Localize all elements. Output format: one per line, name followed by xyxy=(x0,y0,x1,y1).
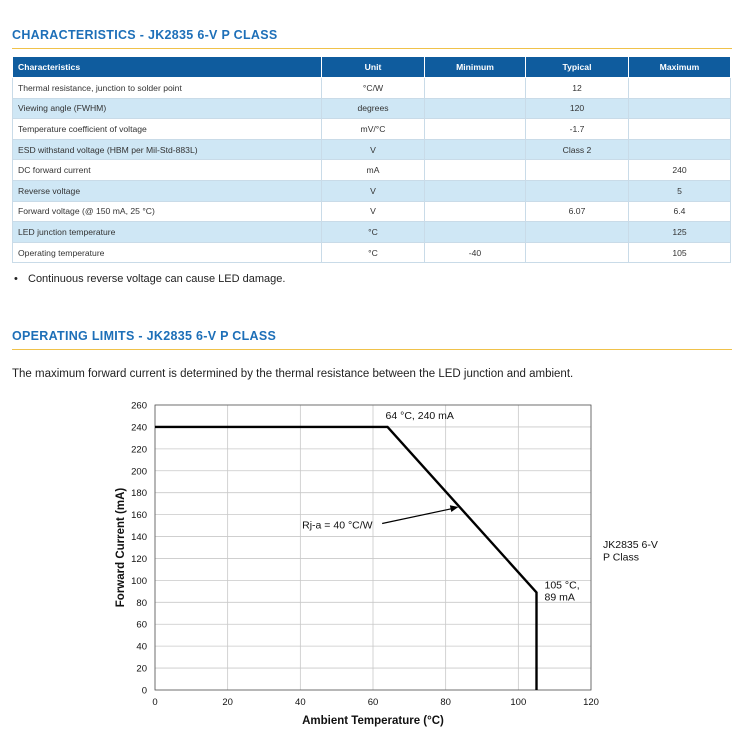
header-minimum: Minimum xyxy=(425,57,526,78)
cell-minimum xyxy=(425,119,526,140)
y-axis-title: Forward Current (mA) xyxy=(115,487,127,608)
y-tick-label: 160 xyxy=(131,510,147,522)
characteristics-header-row xyxy=(13,57,731,78)
cell-typical: -1.7 xyxy=(526,119,629,140)
y-tick-label: 220 xyxy=(131,444,147,456)
table-row xyxy=(13,180,731,201)
cell-maximum xyxy=(629,98,731,119)
cell-typical: 6.07 xyxy=(526,201,629,222)
cell-unit: °C xyxy=(322,222,425,243)
header-typical: Typical xyxy=(526,57,629,78)
note-row xyxy=(14,273,285,285)
cell-characteristic: LED junction temperature xyxy=(13,222,322,243)
cell-unit: V xyxy=(322,180,425,201)
y-tick-label: 120 xyxy=(131,553,147,565)
cell-maximum: 6.4 xyxy=(629,201,731,222)
characteristics-body xyxy=(13,78,731,263)
cell-maximum: 5 xyxy=(629,180,731,201)
characteristics-table xyxy=(12,56,731,263)
y-tick-label: 140 xyxy=(131,532,147,544)
chart-annotations xyxy=(302,410,579,604)
annotation-arrow-shaft xyxy=(382,508,455,524)
characteristics-title-rule xyxy=(12,48,732,49)
chart-grid xyxy=(155,405,591,690)
cell-typical xyxy=(526,242,629,263)
cell-typical: 12 xyxy=(526,78,629,99)
table-row xyxy=(13,98,731,119)
cell-unit: V xyxy=(322,139,425,160)
operating-limits-intro: The maximum forward current is determined by the thermal resistance between the LED junction and ambient. xyxy=(12,368,574,380)
y-tick-label: 180 xyxy=(131,488,147,500)
cell-characteristic: Temperature coefficient of voltage xyxy=(13,119,322,140)
cell-maximum xyxy=(629,119,731,140)
cell-maximum xyxy=(629,139,731,160)
header-characteristics: Characteristics xyxy=(13,57,322,78)
cell-unit: mV/°C xyxy=(322,119,425,140)
cell-characteristic: Operating temperature xyxy=(13,242,322,263)
cell-maximum: 105 xyxy=(629,242,731,263)
x-tick-label: 20 xyxy=(222,697,233,708)
cell-minimum xyxy=(425,139,526,160)
cell-typical xyxy=(526,160,629,181)
table-row xyxy=(13,160,731,181)
cell-characteristic: Reverse voltage xyxy=(13,180,322,201)
x-tick-label: 40 xyxy=(295,697,306,708)
cell-minimum xyxy=(425,98,526,119)
y-tick-label: 20 xyxy=(136,663,147,675)
x-tick-label: 100 xyxy=(510,697,527,708)
legend-series-label: JK2835 6-V xyxy=(603,539,658,551)
table-row xyxy=(13,139,731,160)
y-tick-label: 80 xyxy=(136,597,147,609)
annotation-thermal-resistance: Rj-a = 40 °C/W xyxy=(302,519,373,532)
note-bullet: • xyxy=(14,273,18,285)
annotation-knee-label: 64 °C, 240 mA xyxy=(385,409,454,422)
cell-unit: °C xyxy=(322,242,425,263)
annotation-cutoff-temp: 105 °C, xyxy=(544,579,580,592)
cell-characteristic: Forward voltage (@ 150 mA, 25 °C) xyxy=(13,201,322,222)
table-row xyxy=(13,119,731,140)
legend-series-label: P Class xyxy=(603,551,639,564)
x-tick-label: 120 xyxy=(583,697,599,708)
annotation-arrow-head xyxy=(450,505,459,512)
cell-minimum: -40 xyxy=(425,242,526,263)
cell-minimum xyxy=(425,222,526,243)
cell-typical xyxy=(526,180,629,201)
cell-unit: mA xyxy=(322,160,425,181)
cell-minimum xyxy=(425,160,526,181)
cell-maximum: 125 xyxy=(629,222,731,243)
cell-unit: °C/W xyxy=(322,78,425,99)
cell-minimum xyxy=(425,180,526,201)
x-axis-title: Ambient Temperature (°C) xyxy=(302,715,444,727)
x-tick-label: 0 xyxy=(152,697,158,708)
y-tick-label: 200 xyxy=(131,466,147,478)
y-tick-label: 100 xyxy=(131,575,147,587)
header-unit: Unit xyxy=(322,57,425,78)
chart-ticks xyxy=(131,401,599,709)
table-row xyxy=(13,78,731,99)
cell-minimum xyxy=(425,78,526,99)
note-text: Continuous reverse voltage can cause LED damage. xyxy=(28,273,286,285)
cell-typical: Class 2 xyxy=(526,139,629,160)
cell-maximum xyxy=(629,78,731,99)
operating-limits-title-rule xyxy=(12,349,732,350)
y-tick-label: 240 xyxy=(131,422,147,434)
derating-chart xyxy=(0,390,742,731)
y-tick-label: 260 xyxy=(131,400,147,412)
characteristics-title: CHARACTERISTICS - JK2835 6-V P CLASS xyxy=(12,28,278,42)
cell-characteristic: Thermal resistance, junction to solder point xyxy=(13,78,322,99)
header-maximum: Maximum xyxy=(629,57,731,78)
cell-characteristic: ESD withstand voltage (HBM per Mil-Std-883L) xyxy=(13,139,322,160)
cell-minimum xyxy=(425,201,526,222)
y-tick-label: 40 xyxy=(136,641,147,653)
table-row xyxy=(13,222,731,243)
cell-unit: degrees xyxy=(322,98,425,119)
table-row xyxy=(13,201,731,222)
operating-limits-title: OPERATING LIMITS - JK2835 6-V P CLASS xyxy=(12,329,277,343)
y-tick-label: 0 xyxy=(141,685,147,697)
x-tick-label: 80 xyxy=(440,697,451,708)
annotation-cutoff-current: 89 mA xyxy=(544,591,575,604)
cell-characteristic: Viewing angle (FWHM) xyxy=(13,98,322,119)
cell-typical xyxy=(526,222,629,243)
table-row xyxy=(13,242,731,263)
y-tick-label: 60 xyxy=(136,619,147,631)
cell-characteristic: DC forward current xyxy=(13,160,322,181)
cell-unit: V xyxy=(322,201,425,222)
chart-legend xyxy=(603,539,658,564)
cell-typical: 120 xyxy=(526,98,629,119)
x-tick-label: 60 xyxy=(367,697,379,708)
cell-maximum: 240 xyxy=(629,160,731,181)
